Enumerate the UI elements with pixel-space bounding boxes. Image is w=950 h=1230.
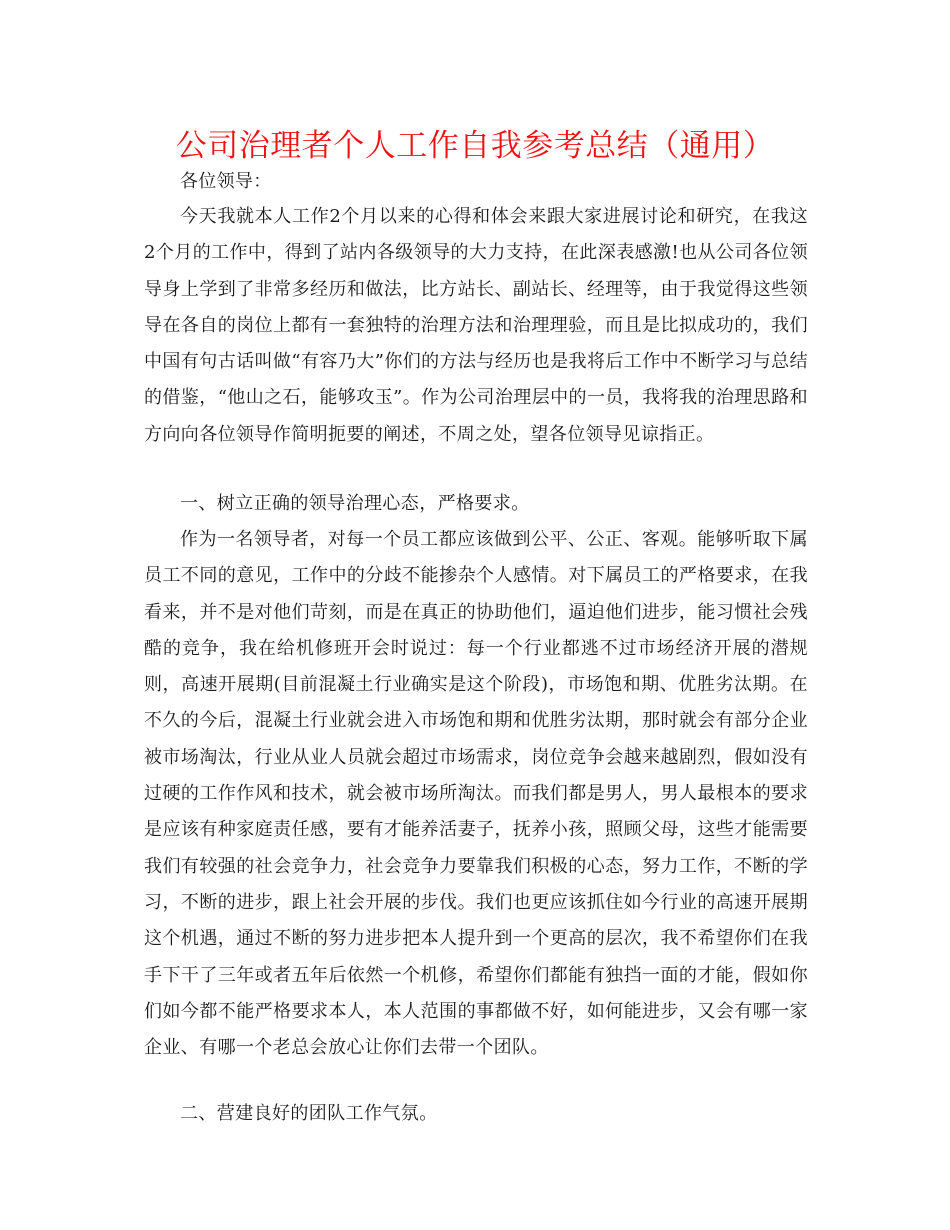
salutation: 各位领导： [180,171,272,192]
section-heading-2: 二、营建良好的团队工作气氛。 [180,1103,438,1124]
paragraph-section-1: 作为一名领导者，对每一个员工都应该做到公平、公正、客观。能够听取下属员工不同的意见，工作中的分歧不能掺杂个人感情。对下属员工的严格要求，在我看来，并不是对他们苛刻，而是在真正的协助他们，逼迫他们进步，能习惯社会残酷的竞争，我在给机修班开会时说过：每一个行业都逃不过市场经济开展的潜规则，高速开展期(目前混凝土行业确实是这个阶段)，市场饱和期、优胜劣汰期。在不久的今后，混凝土行业就会进入市场饱和期和优胜劣汰期，那时就会有部分企业被市场淘汰，行业从业人员就会超过市场需求，岗位竞争会越来越剧烈，假如没有过硬的工作作风和技术，就会被市场所淘汰。而我们都是男人，男人最根本的要求是应该有种家庭责任感，要有才能养活妻子，抚养小孩，照顾父母，这些才能需要我们有较强的社会竞争力，社会竞争力要靠我们积极的心态，努力工作，不断的学习，不断的进步，跟上社会开展的步伐。我们也更应该抓住如今行业的高速开展期这个机遇，通过不断的努力进步把本人提升到一个更高的层次，我不希望你们在我手下干了三年或者五年后依然一个机修，希望你们都能有独挡一面的才能，假如你们如今都不能严格要求本人，本人范围的事都做不好，如何能进步，又会有哪一家企业、有哪一个老总会放心让你们去带一个团队。 [144,529,808,1059]
paragraph-intro: 今天我就本人工作2个月以来的心得和体会来跟大家进展讨论和研究，在我这2个月的工作中，得到了站内各级领导的大力支持，在此深表感激!也从公司各位领导身上学到了非常多经历和做法，比方站长、副站长、经理等，由于我觉得这些领导在各自的岗位上都有一套独特的治理方法和治理理验，而且是比拟成功的，我们中国有句古话叫做“有容乃大”你们的方法与经历也是我将后工作中不断学习与总结的借鉴，“他山之石，能够攻玉”。作为公司治理层中的一员，我将我的治理思路和方向向各位领导作简明扼要的阐述，不周之处，望各位领导见谅指正。 [144,206,808,445]
document-title: 公司治理者个人工作自我参考总结（通用） [175,128,775,164]
section-heading-1: 一、树立正确的领导治理心态，严格要求。 [180,493,530,514]
